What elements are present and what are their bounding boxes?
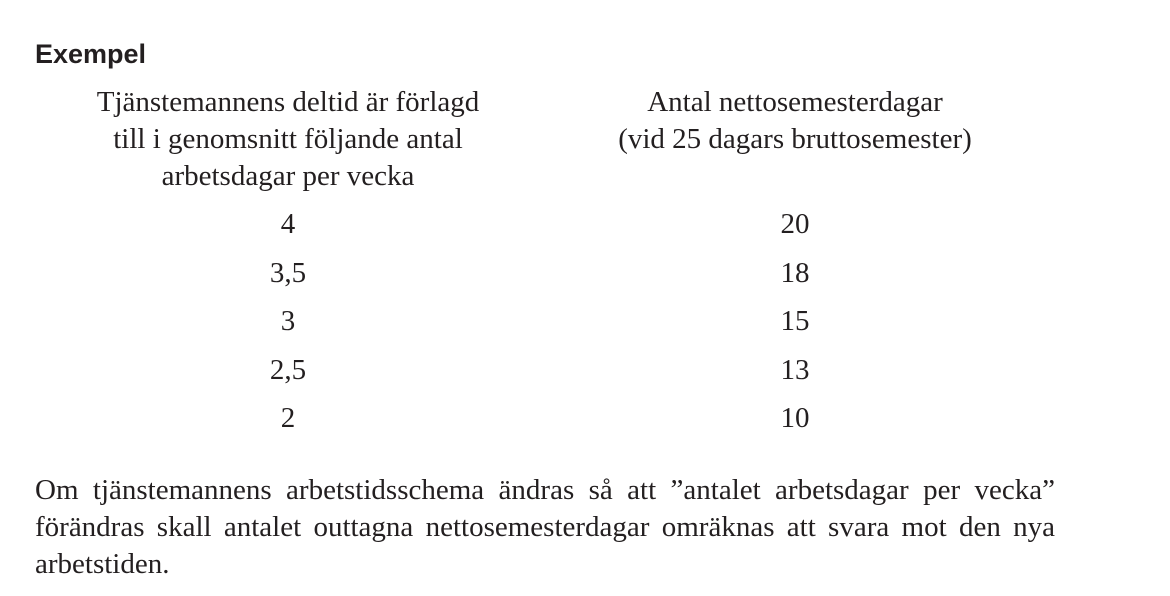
header-line: arbetsdagar per vecka (161, 160, 415, 192)
table-cell: 15 (780, 305, 810, 337)
explanation-paragraph: Om tjänstemannens arbetstidsschema ändras så att ”antalet arbetsdagar per vecka” förändras skall antalet outtagna nettosemesterdagar omräknas att svara mot den nya arbetstiden. (35, 474, 1055, 580)
table-cell: 3,5 (269, 256, 307, 289)
table-cell: 10 (780, 402, 810, 434)
table-cell: 4 (280, 208, 296, 240)
table-cell: 18 (780, 256, 810, 289)
header-line: (vid 25 dagars bruttosemester) (618, 123, 972, 155)
workdays-values (38, 200, 538, 443)
header-line: till i genomsnitt följande antal (113, 123, 463, 155)
net-vacation-days-values (545, 200, 1045, 443)
table-cell: 3 (280, 305, 296, 337)
header-line: Antal nettosemesterdagar (647, 86, 943, 118)
net-vacation-days-column-header (545, 84, 1045, 204)
table-cell: 2,5 (269, 353, 307, 386)
table-cell: 2 (280, 402, 296, 434)
section-heading: Exempel (35, 39, 147, 69)
net-vacation-days-column (545, 84, 1045, 434)
table-cell: 13 (780, 353, 810, 386)
table-cell: 20 (780, 208, 810, 240)
workdays-column (38, 84, 538, 434)
header-line: Tjänstemannens deltid är förlagd (96, 86, 480, 118)
workdays-column-header (38, 84, 538, 204)
